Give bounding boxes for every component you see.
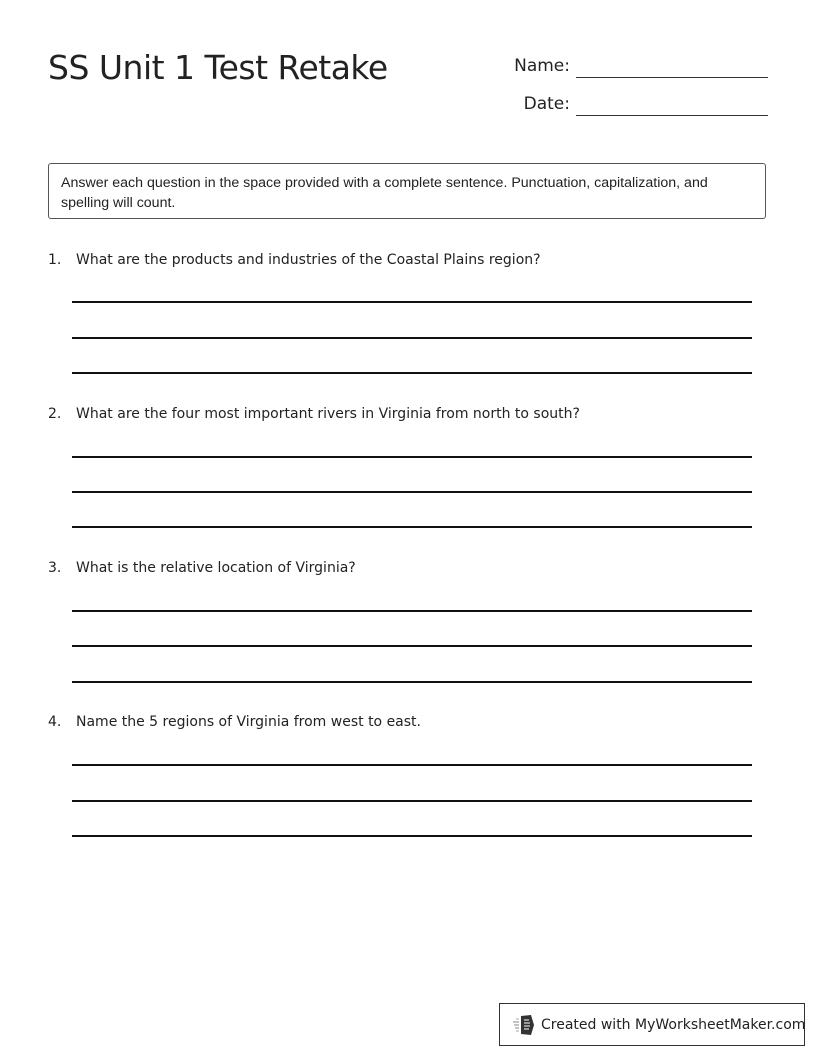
question-text [48, 404, 768, 424]
date-field[interactable] [490, 86, 768, 116]
instructions-box [48, 163, 766, 219]
answer-line[interactable] [72, 764, 752, 766]
name-label: Name: [514, 56, 570, 76]
answer-line[interactable] [72, 610, 752, 612]
question-3 [48, 558, 768, 578]
answer-line[interactable] [72, 800, 752, 802]
question-1 [48, 250, 768, 270]
answer-line[interactable] [72, 456, 752, 458]
question-text [48, 712, 768, 732]
answer-line[interactable] [72, 491, 752, 493]
answer-line[interactable] [72, 337, 752, 339]
question-number: 2. [48, 406, 62, 422]
question-number: 3. [48, 560, 62, 576]
question-4 [48, 712, 768, 732]
page-title: SS Unit 1 Test Retake [48, 48, 388, 87]
question-prompt: Name the 5 regions of Virginia from west to east. [76, 714, 421, 730]
question-prompt: What are the four most important rivers in Virginia from north to south? [76, 406, 580, 422]
date-label: Date: [523, 94, 570, 114]
worksheet-maker-logo-icon [512, 1014, 536, 1036]
question-prompt: What is the relative location of Virginia? [76, 560, 356, 576]
answer-line[interactable] [72, 526, 752, 528]
question-text [48, 250, 768, 270]
answer-line[interactable] [72, 681, 752, 683]
question-text [48, 558, 768, 578]
date-input-line[interactable] [576, 115, 768, 116]
answer-line[interactable] [72, 372, 752, 374]
footer-credit[interactable] [499, 1003, 805, 1046]
question-number: 4. [48, 714, 62, 730]
name-input-line[interactable] [576, 77, 768, 78]
name-field[interactable] [490, 48, 768, 78]
answer-line[interactable] [72, 835, 752, 837]
question-2 [48, 404, 768, 424]
instructions-text: Answer each question in the space provided with a complete sentence. Punctuation, capitalization, and spelling will count. [61, 175, 708, 211]
footer-credit-text: Created with MyWorksheetMaker.com [541, 1016, 806, 1033]
question-prompt: What are the products and industries of the Coastal Plains region? [76, 252, 541, 268]
question-number: 1. [48, 252, 62, 268]
answer-line[interactable] [72, 645, 752, 647]
answer-line[interactable] [72, 301, 752, 303]
